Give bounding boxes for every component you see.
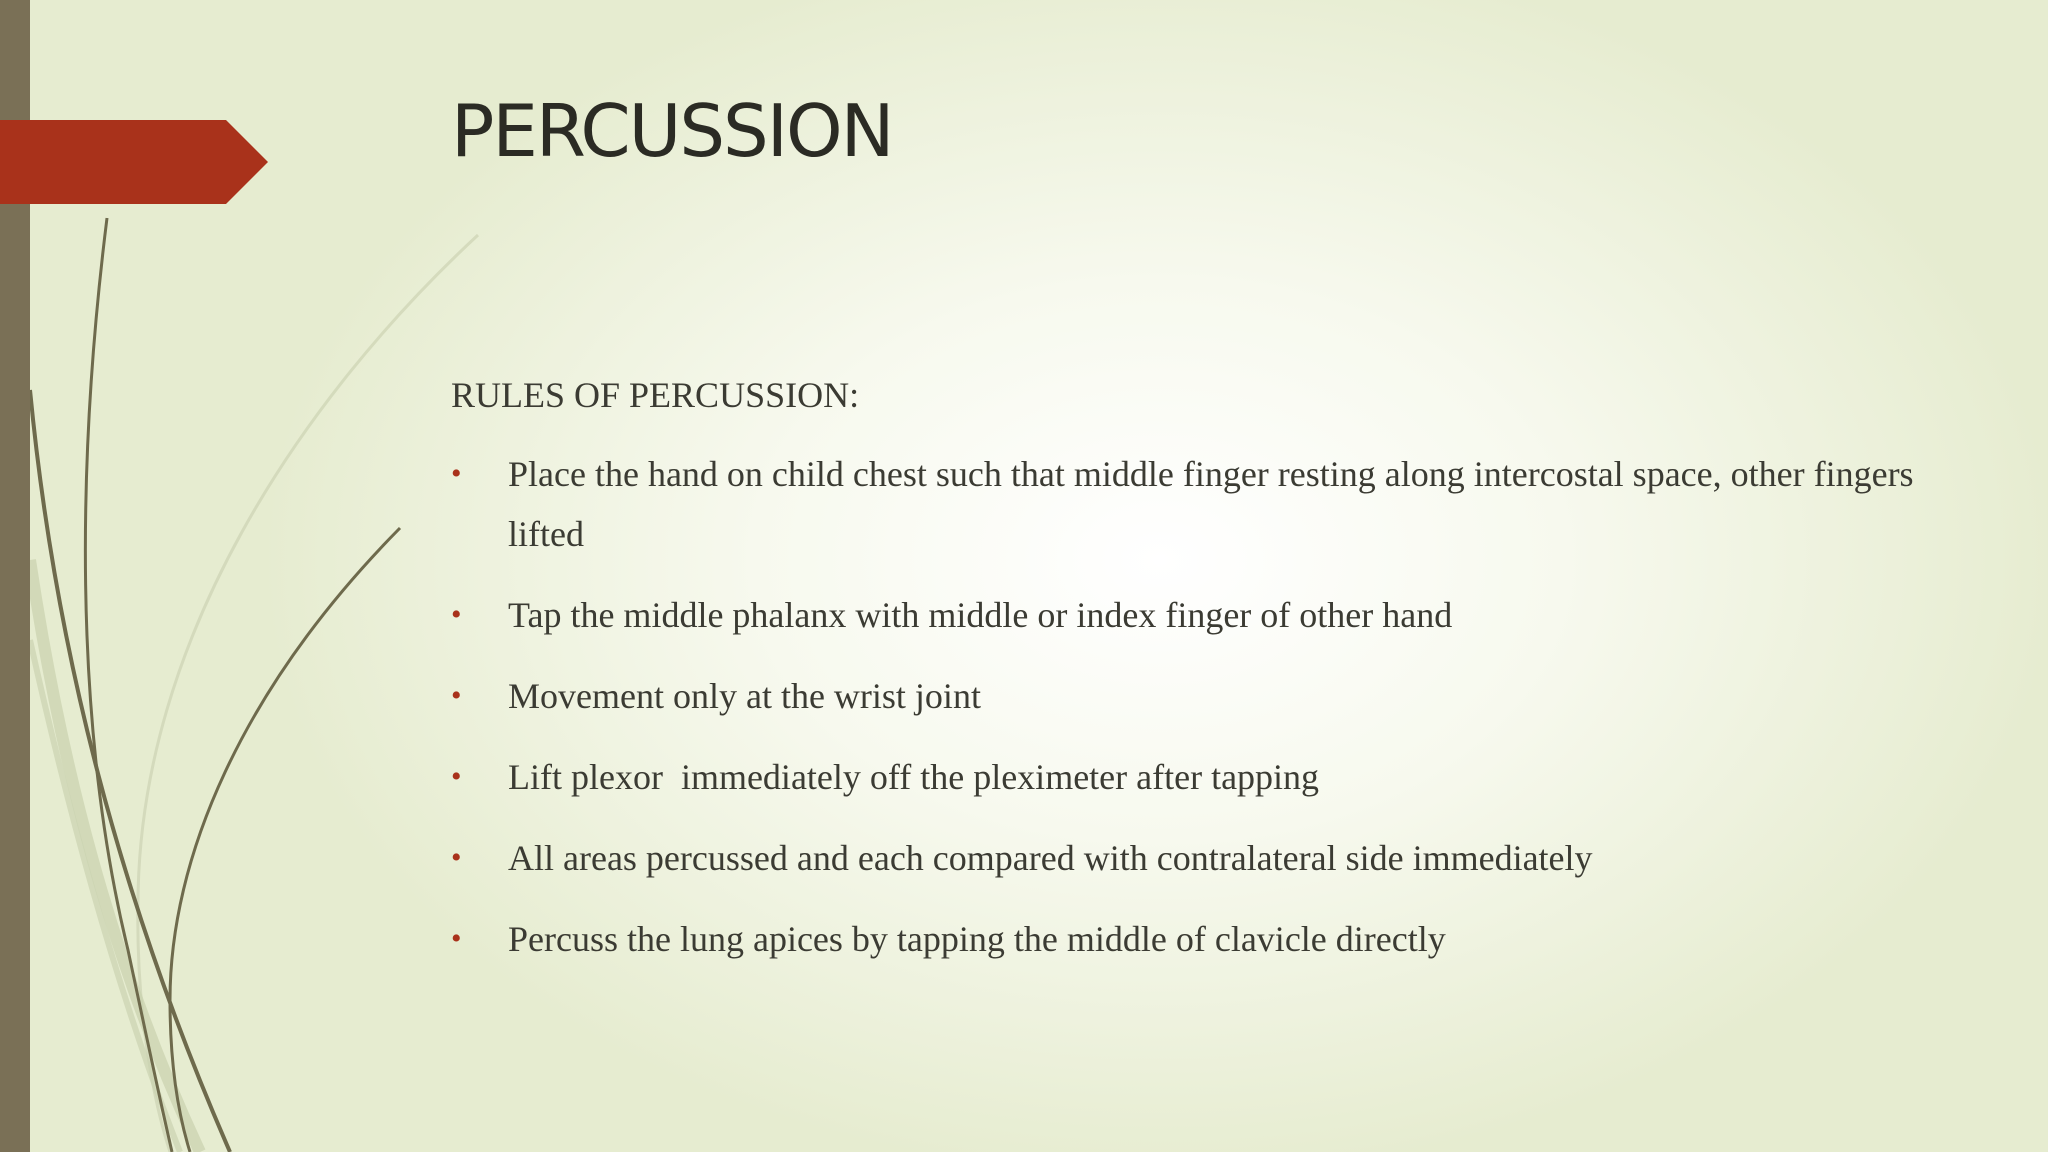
bullet-text: Tap the middle phalanx with middle or index finger of other hand	[508, 595, 1453, 635]
bullet-text: Movement only at the wrist joint	[508, 676, 981, 716]
bullet-icon: •	[451, 679, 462, 712]
bullet-text: Place the hand on child chest such that middle finger resting along intercostal space, other fingers lifted	[508, 454, 1914, 554]
bullet-text: Percuss the lung apices by tapping the middle of clavicle directly	[508, 919, 1446, 959]
rules-bullet-list	[451, 444, 1921, 969]
bullet-item	[451, 585, 1921, 645]
bullet-text: All areas percussed and each compared with contralateral side immediately	[508, 838, 1593, 878]
bullet-item	[451, 909, 1921, 969]
bullet-item	[451, 444, 1921, 564]
bullet-icon: •	[451, 457, 462, 490]
bullet-icon: •	[451, 598, 462, 631]
rules-subheading: RULES OF PERCUSSION:	[451, 375, 860, 415]
bullet-text: Lift plexor immediately off the pleximeter after tapping	[508, 757, 1320, 797]
arrow-tab-shape	[0, 120, 268, 204]
bullet-icon: •	[451, 841, 462, 874]
slide-title: PERCUSSION	[451, 89, 893, 173]
bullet-icon: •	[451, 760, 462, 793]
bullet-item	[451, 828, 1921, 888]
bullet-item	[451, 747, 1921, 807]
slide-content	[451, 372, 1921, 990]
bullet-icon: •	[451, 922, 462, 955]
bullet-item	[451, 666, 1921, 726]
